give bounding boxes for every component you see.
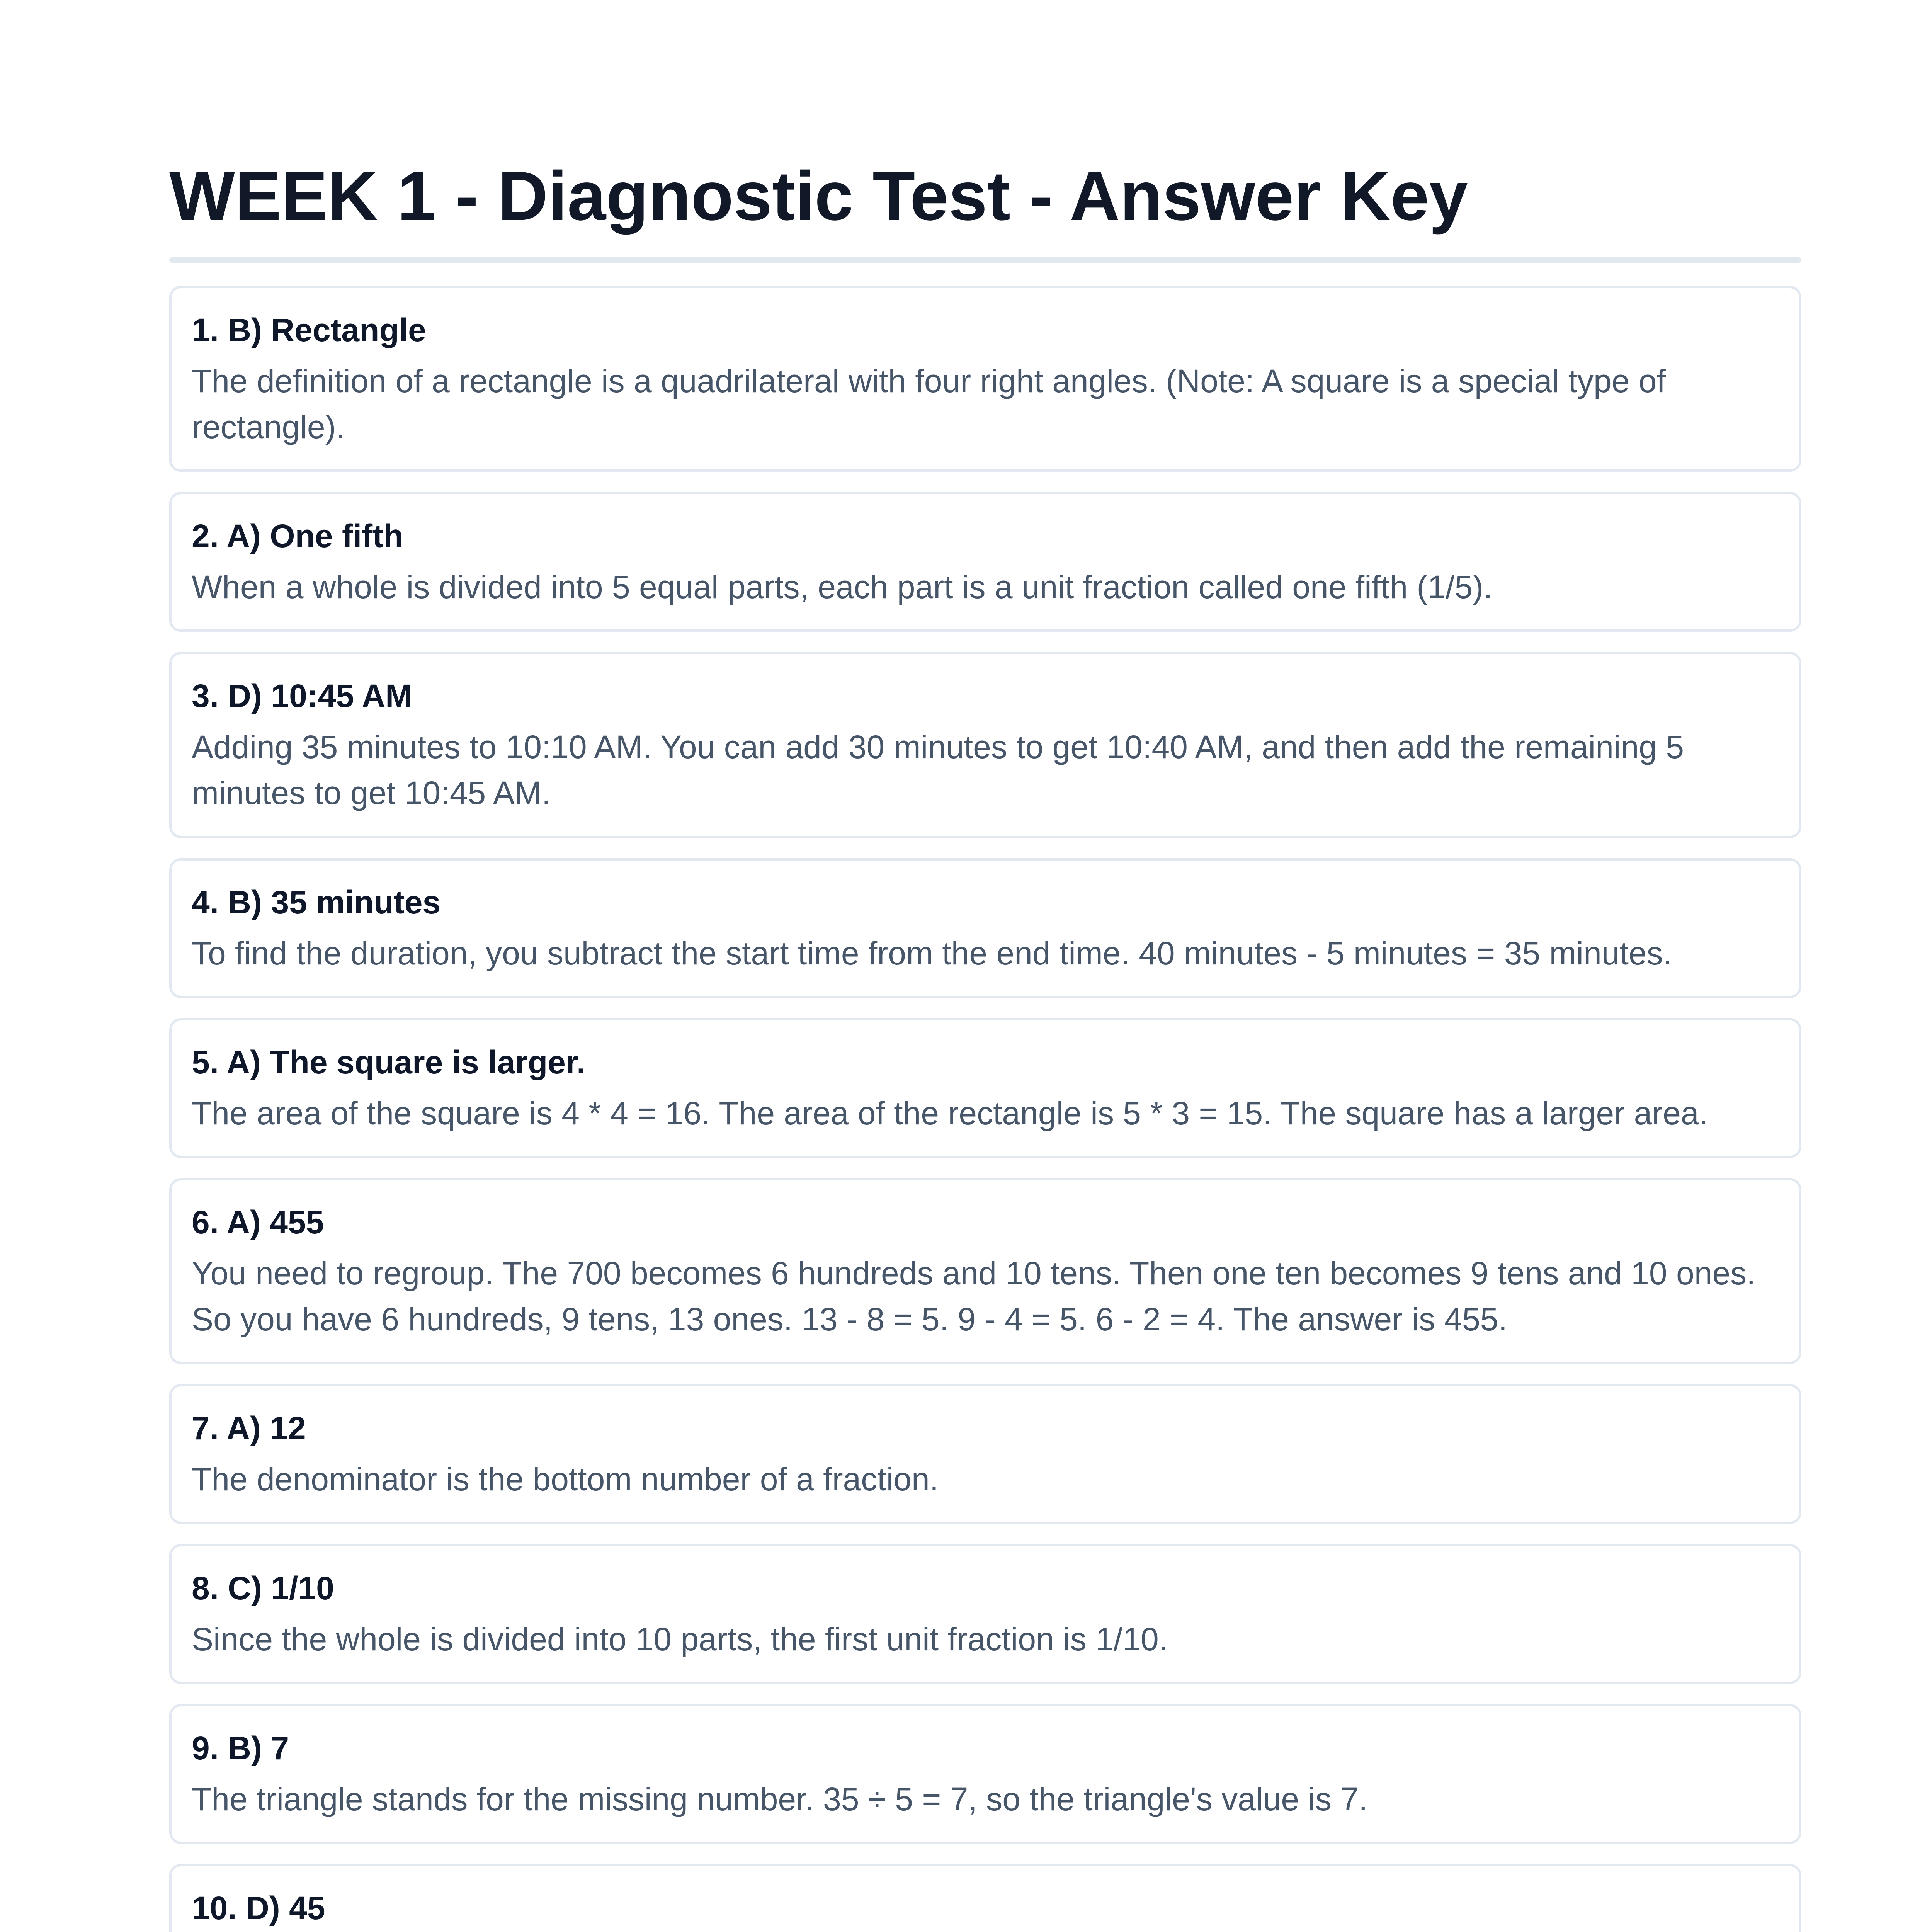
answer-key-page xyxy=(169,155,1801,1932)
answer-explanation: The area of the square is 4 * 4 = 16. The area of the rectangle is 5 * 3 = 15. The square has a larger area. xyxy=(192,1095,1708,1131)
answer-heading: 1. B) Rectangle xyxy=(192,312,426,348)
answer-explanation: Since the whole is divided into 10 parts, the first unit fraction is 1/10. xyxy=(192,1621,1168,1658)
answer-card-3 xyxy=(169,652,1801,838)
answer-card-6 xyxy=(169,1178,1801,1364)
answer-explanation: The denominator is the bottom number of a fraction. xyxy=(192,1461,939,1497)
answer-explanation: When a whole is divided into 5 equal parts, each part is a unit fraction called one fifth (1/5). xyxy=(192,569,1493,605)
answer-card-10 xyxy=(169,1864,1801,1932)
answer-card-7 xyxy=(169,1384,1801,1524)
answer-card-9 xyxy=(169,1704,1801,1844)
answer-heading: 7. A) 12 xyxy=(192,1410,306,1447)
answer-heading: 6. A) 455 xyxy=(192,1204,324,1240)
answer-heading: 4. B) 35 minutes xyxy=(192,884,441,920)
answer-card-8 xyxy=(169,1544,1801,1684)
answer-card-1 xyxy=(169,286,1801,472)
answer-heading: 5. A) The square is larger. xyxy=(192,1044,586,1080)
answer-card-5 xyxy=(169,1018,1801,1158)
answer-explanation: To find the duration, you subtract the start time from the end time. 40 minutes - 5 minutes = 35 minutes. xyxy=(192,935,1672,971)
answer-explanation: The definition of a rectangle is a quadrilateral with four right angles. (Note: A square is a special type of rectangle). xyxy=(192,362,1666,446)
answer-explanation: You need to regroup. The 700 becomes 6 hundreds and 10 tens. Then one ten becomes 9 tens and 10 ones. So you have 6 hundreds, 9 tens, 13 ones. 13 - 8 = 5. 9 - 4 = 5. 6 - 2 = 4. The answer is 455. xyxy=(192,1255,1756,1337)
title-divider xyxy=(169,257,1801,263)
answer-heading: 3. D) 10:45 AM xyxy=(192,678,413,714)
page-title: WEEK 1 - Diagnostic Test - Answer Key xyxy=(169,157,1468,235)
answer-heading: 9. B) 7 xyxy=(192,1730,289,1767)
answer-heading: 2. A) One fifth xyxy=(192,518,403,554)
answer-explanation: The triangle stands for the missing number. 35 ÷ 5 = 7, so the triangle's value is 7. xyxy=(192,1781,1368,1818)
answer-explanation: Adding 35 minutes to 10:10 AM. You can add 30 minutes to get 10:40 AM, and then add the remaining 5 minutes to get 10:45 AM. xyxy=(192,729,1684,811)
answer-heading: 8. C) 1/10 xyxy=(192,1570,334,1607)
answer-heading: 10. D) 45 xyxy=(192,1890,325,1927)
answer-card-2 xyxy=(169,492,1801,632)
answer-card-4 xyxy=(169,858,1801,998)
